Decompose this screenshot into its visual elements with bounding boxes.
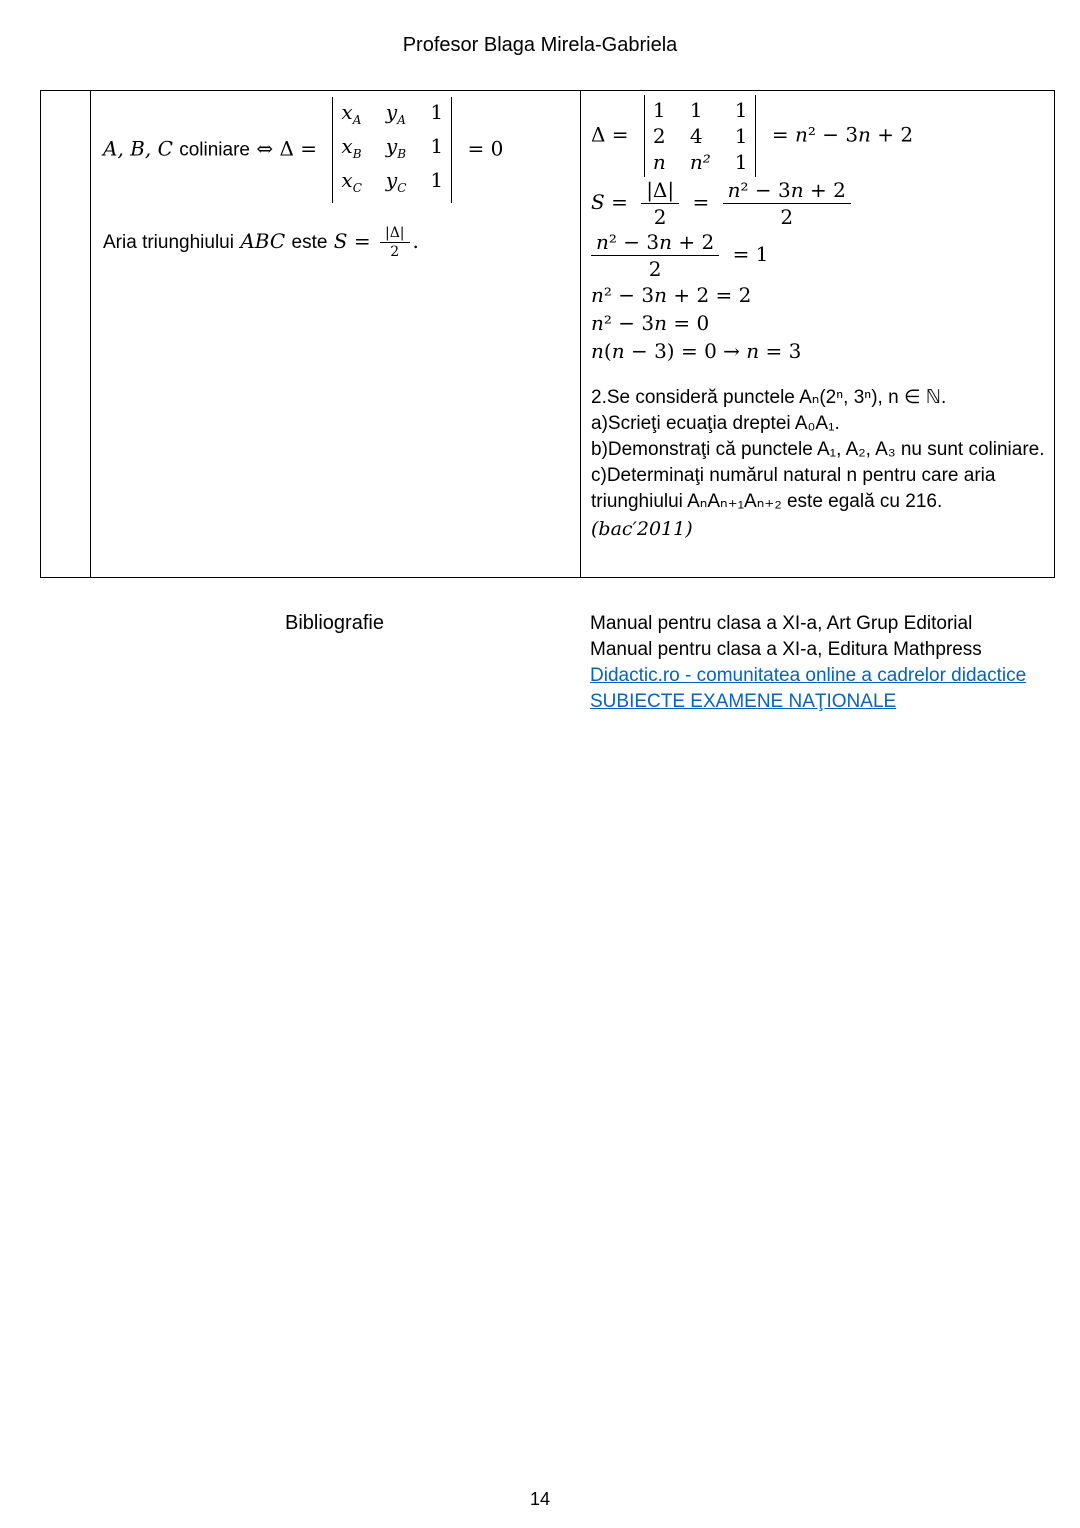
fraction-numerator: |Δ| bbox=[380, 225, 410, 243]
matrix-cell: 2 bbox=[652, 124, 666, 148]
math-text: ² − 3 bbox=[608, 230, 660, 254]
math-text: = 0 bbox=[667, 311, 710, 335]
matrix-cell: 1 bbox=[430, 134, 444, 158]
bibliography-link-didactic[interactable]: Didactic.ro - comunitatea online a cadrelor didactice bbox=[590, 665, 1027, 686]
math-text: = 3 bbox=[759, 339, 802, 363]
matrix-cell: 1 bbox=[430, 100, 444, 124]
fraction-polynomial bbox=[723, 178, 851, 229]
eq-fraction-equals-one bbox=[591, 230, 1046, 281]
matrix-cell bbox=[341, 167, 361, 201]
matrix-grid bbox=[644, 95, 757, 177]
math-var: y bbox=[385, 100, 398, 124]
polynomial bbox=[795, 123, 913, 147]
math-text: − 3) = 0 → bbox=[624, 339, 747, 363]
math-subscript: C bbox=[352, 181, 362, 195]
math-var: n bbox=[591, 283, 604, 307]
equals-sign: = bbox=[353, 229, 371, 253]
equals-sign: = bbox=[611, 190, 628, 214]
math-var: n bbox=[858, 122, 871, 147]
fraction-denominator: 2 bbox=[780, 205, 794, 229]
problem-statement: 2.Se consideră punctele Aₙ(2ⁿ, 3ⁿ), n ∈ ℕ. bbox=[591, 387, 947, 408]
math-var: n bbox=[790, 178, 804, 202]
math-var: x bbox=[341, 168, 353, 192]
page-number: 14 bbox=[529, 1489, 551, 1509]
math-subscript: B bbox=[352, 147, 362, 161]
fraction-denominator: 2 bbox=[648, 257, 662, 281]
math-var: n bbox=[654, 311, 667, 335]
eq-collinearity-condition bbox=[103, 97, 570, 203]
math-text: + 2 bbox=[870, 122, 914, 147]
eq-quadratic bbox=[591, 282, 1046, 309]
math-var: S bbox=[591, 190, 605, 214]
math-text: ² − 3 bbox=[807, 122, 859, 147]
matrix-cell bbox=[386, 99, 406, 133]
fraction-numerator bbox=[591, 230, 719, 256]
problem-part-b: b)Demonstraţi că punctele A₁, A₂, A₃ nu sunt coliniare. bbox=[591, 439, 1045, 460]
math-var: n bbox=[746, 339, 760, 363]
math-var: y bbox=[385, 134, 398, 158]
equals-one: = 1 bbox=[732, 242, 769, 266]
determinant-coordinates bbox=[332, 97, 452, 203]
exam-reference: (bac′2011) bbox=[591, 518, 693, 540]
math-text: ( bbox=[603, 339, 612, 363]
math-var: n bbox=[659, 230, 672, 254]
point-labels: A, B, C bbox=[103, 136, 173, 161]
matrix-cell: 1 bbox=[689, 98, 703, 122]
content-table bbox=[40, 90, 1055, 578]
bibliography-link-subiecte[interactable]: SUBIECTE EXAMENE NAŢIONALE bbox=[590, 691, 897, 712]
table-theory-cell bbox=[91, 91, 581, 577]
math-var: n bbox=[727, 178, 741, 202]
table-number-cell bbox=[41, 91, 91, 577]
matrix-cell: 1 bbox=[734, 98, 748, 122]
math-subscript: B bbox=[397, 147, 407, 161]
math-var: S bbox=[333, 229, 348, 253]
math-subscript: A bbox=[352, 113, 362, 127]
math-var: y bbox=[385, 168, 398, 192]
collinear-word: coliniare bbox=[179, 139, 250, 161]
problem-part-a: a)Scrieţi ecuaţia dreptei A₀A₁. bbox=[591, 413, 840, 434]
fraction-denominator: 2 bbox=[653, 205, 667, 229]
math-var: n bbox=[591, 339, 604, 363]
eq-triangle-area bbox=[103, 225, 570, 260]
bibliography-item: Manual pentru clasa a XI-a, Art Grup Editorial bbox=[590, 613, 973, 634]
fraction-numerator bbox=[723, 178, 851, 204]
determinant-numeric bbox=[644, 95, 757, 177]
matrix-cell bbox=[341, 99, 361, 133]
math-subscript: C bbox=[397, 181, 407, 195]
math-text: + 2 bbox=[667, 283, 710, 307]
math-subscript: A bbox=[397, 113, 406, 127]
math-text: + 2 bbox=[803, 178, 846, 202]
math-text: + 2 bbox=[672, 230, 715, 254]
matrix-cell: 1 bbox=[734, 124, 748, 148]
fraction-area bbox=[380, 225, 410, 260]
math-text: ² − 3 bbox=[740, 178, 791, 202]
math-var: n bbox=[794, 122, 808, 147]
bibliography-list bbox=[590, 611, 1026, 715]
equals-zero: = 0 bbox=[467, 136, 504, 161]
eq-solution bbox=[591, 338, 1046, 365]
eq-area-substitution bbox=[591, 178, 1046, 229]
bibliography-item: Manual pentru clasa a XI-a, Editura Mathpress bbox=[590, 639, 982, 660]
matrix-cell bbox=[386, 133, 406, 167]
equals-sign: = bbox=[692, 190, 710, 214]
fraction-polynomial bbox=[591, 230, 719, 281]
problem-block bbox=[591, 385, 1046, 542]
matrix-grid bbox=[332, 97, 452, 203]
matrix-cell bbox=[341, 133, 361, 167]
matrix-cell bbox=[386, 167, 407, 201]
area-text: Aria triunghiului bbox=[103, 232, 234, 253]
matrix-cell: 1 bbox=[734, 150, 748, 174]
iff-delta-equals: ⇔ Δ = bbox=[256, 136, 318, 161]
period: . bbox=[412, 229, 419, 253]
problem-part-c: c)Determinaţi numărul natural n pentru care aria triunghiului AₙAₙ₊₁Aₙ₊₂ este egală cu 216. bbox=[591, 465, 996, 512]
matrix-cell: 4 bbox=[689, 124, 703, 148]
fraction-numerator: |Δ| bbox=[641, 178, 679, 204]
fraction-denominator: 2 bbox=[390, 244, 400, 260]
math-var: n bbox=[611, 339, 625, 363]
math-var: x bbox=[341, 134, 353, 158]
delta-equals: Δ = bbox=[591, 122, 629, 147]
bibliography-title: Bibliografie bbox=[285, 612, 384, 634]
math-text: ² − 3 bbox=[603, 283, 655, 307]
triangle-label: ABC bbox=[240, 229, 286, 253]
fraction-delta bbox=[641, 178, 679, 229]
matrix-cell: n² bbox=[689, 150, 711, 174]
table-solution-cell bbox=[581, 91, 1054, 577]
eq-simplified bbox=[591, 310, 1046, 337]
math-var: n bbox=[654, 283, 667, 307]
math-text: ² − 3 bbox=[603, 311, 655, 335]
eq-determinant-n bbox=[591, 95, 1046, 177]
math-var: n bbox=[596, 230, 609, 254]
math-var: n bbox=[591, 311, 604, 335]
matrix-cell: 1 bbox=[430, 168, 444, 192]
page-header: Profesor Blaga Mirela-Gabriela bbox=[402, 34, 678, 56]
matrix-cell: 1 bbox=[652, 98, 666, 122]
matrix-cell: n bbox=[652, 150, 666, 174]
area-text: este bbox=[291, 232, 328, 253]
equals-sign: = bbox=[771, 122, 789, 147]
math-text: = 2 bbox=[709, 283, 752, 307]
math-var: x bbox=[341, 100, 353, 124]
